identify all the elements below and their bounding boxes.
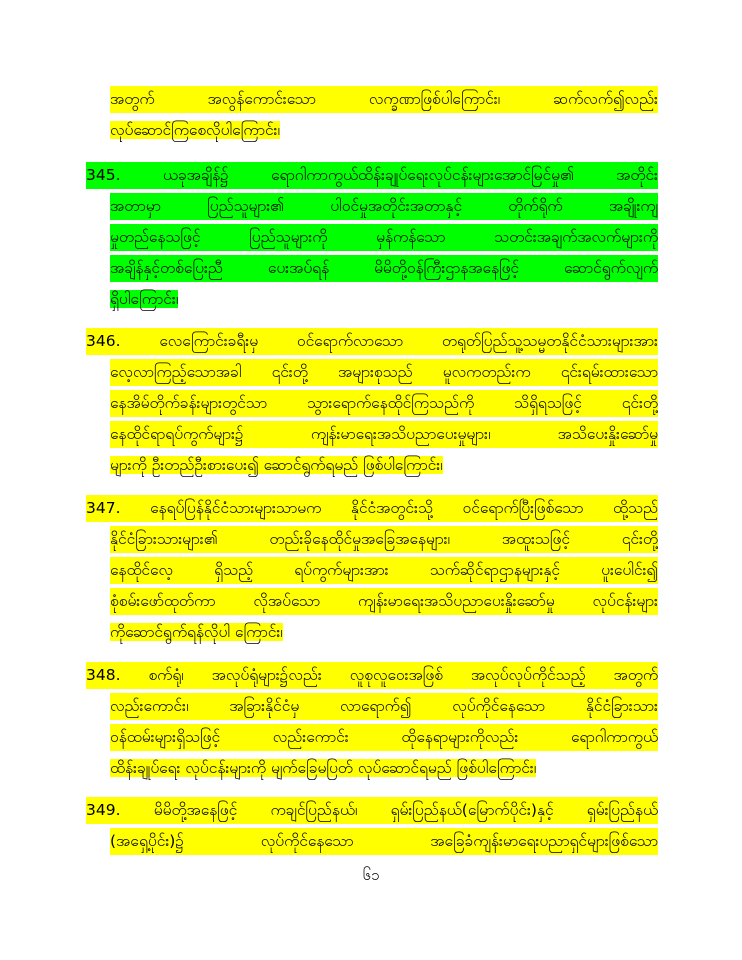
text-line: နိုင်ငံခြားသားများ၏ တည်းခိုနေထိုင်မှုအခြေအနေများ၊ အထူးသဖြင့် ၎င်းတို့ (110, 526, 658, 553)
text-line: ဝန်ထမ်းများရှိသဖြင့် လည်းကောင်း ထိုနေရာများကိုလည်း ရောဂါကာကွယ် (110, 724, 658, 751)
text-line: ရှိပါကြောင်း၊ (110, 290, 179, 308)
text-line: ထိန်းချုပ်ရေး လုပ်ငန်းများကို မျက်ခြေမပြတ် လုပ်ဆောင်ရမည် ဖြစ်ပါကြောင်း၊ (110, 759, 537, 777)
paragraph-345 (86, 162, 658, 317)
text-line: နေထိုင်ရာရပ်ကွက်များ၌ ကျန်းမာရေးအသိပညာပေးမှုများ၊ အသိပေးနှိုးဆော်မှု (110, 421, 658, 448)
text-line: များကို ဦးတည်ဦးစားပေး၍ ဆောင်ရွက်ရမည် ဖြစ်ပါကြောင်း၊ (110, 456, 443, 474)
text-line: ကိုဆောင်ရွက်ရန်လိုပါ ကြောင်း၊ (110, 623, 283, 641)
text-line: လည်းကောင်း၊ အခြားနိုင်ငံမှ လာရောက်၍ လုပ်ကိုင်နေသော နိုင်ငံခြားသား (110, 693, 658, 720)
paragraph-347 (86, 495, 658, 650)
paragraph-continued (86, 86, 658, 148)
text-line: 346. လေကြောင်းခရီးမှ ဝင်ရောက်လာသော တရုတ်ပြည်သူ့သမ္မတနိုင်ငံသားများအား (86, 328, 658, 355)
paragraph-349 (86, 797, 658, 859)
text-line: လေ့လာကြည့်သောအခါ ၎င်းတို့ အများစုသည် မူလကတည်းက ၎င်းရမ်းထားသော (110, 359, 658, 386)
text-line: 349. မိမိတို့အနေဖြင့် ကချင်ပြည်နယ်၊ ရှမ်းပြည်နယ်(မြောက်ပိုင်း)နှင့် ရှမ်းပြည်နယ် (86, 797, 658, 824)
text-line: 345. ယခုအချိန်၌ ရောဂါကာကွယ်ထိန်းချုပ်ရေးလုပ်ငန်းများအောင်မြင်မှု၏ အတိုင်း (86, 162, 658, 189)
text-line: အတာမှာ ပြည်သူများ၏ ပါဝင်မှုအတိုင်းအတာနှင့် တိုက်ရိုက် အချိုးကျ (110, 193, 658, 220)
text-line: 348. စက်ရုံ၊ အလုပ်ရုံများ၌လည်း လူစုလူဝေးအဖြစ် အလုပ်လုပ်ကိုင်သည့် အတွက် (86, 662, 658, 689)
text-line: နေထိုင်လေ့ ရှိသည့် ရပ်ကွက်များအား သက်ဆိုင်ရာဌာနများနှင့် ပူးပေါင်း၍ (110, 557, 658, 584)
page-number: ၆၁ (362, 866, 380, 884)
text-line: စုံစမ်းဖော်ထုတ်ကာ လိုအပ်သော ကျန်းမာရေးအသိပညာပေးနှိုးဆော်မှု လုပ်ငန်းများ (110, 588, 658, 615)
text-line: (အရှေ့ပိုင်း)၌ လုပ်ကိုင်နေသော အခြေခံကျန်းမာရေးပညာရှင်များဖြစ်သော (110, 828, 658, 855)
text-line: အတွက် အလွန်ကောင်းသော လက္ခဏာဖြစ်ပါကြောင်း၊ ဆက်လက်၍လည်း (110, 86, 658, 113)
text-line: လုပ်ဆောင်ကြစေလိုပါကြောင်း၊ (110, 121, 280, 139)
text-line: အချိန်နှင့်တစ်ပြေးညီ ပေးအပ်ရန် မိမိတို့ဝန်ကြီးဌာနအနေဖြင့် ဆောင်ရွက်လျက် (110, 255, 658, 282)
text-line: နေအိမ်တိုက်ခန်းများတွင်သာ သွားရောက်နေထိုင်ကြသည်ကို သိရှိရသဖြင့် ၎င်းတို့ (110, 390, 658, 417)
text-line: မှုတည်နေသဖြင့် ပြည်သူများကို မှန်ကန်သော သတင်းအချက်အလက်များကို (110, 224, 658, 251)
text-line: 347. နေရပ်ပြန်နိုင်ငံသားများသာမက နိုင်ငံအတွင်းသို့ ဝင်ရောက်ပြီးဖြစ်သော ထို့သည် (86, 495, 658, 522)
paragraph-348 (86, 662, 658, 786)
paragraph-346 (86, 328, 658, 483)
